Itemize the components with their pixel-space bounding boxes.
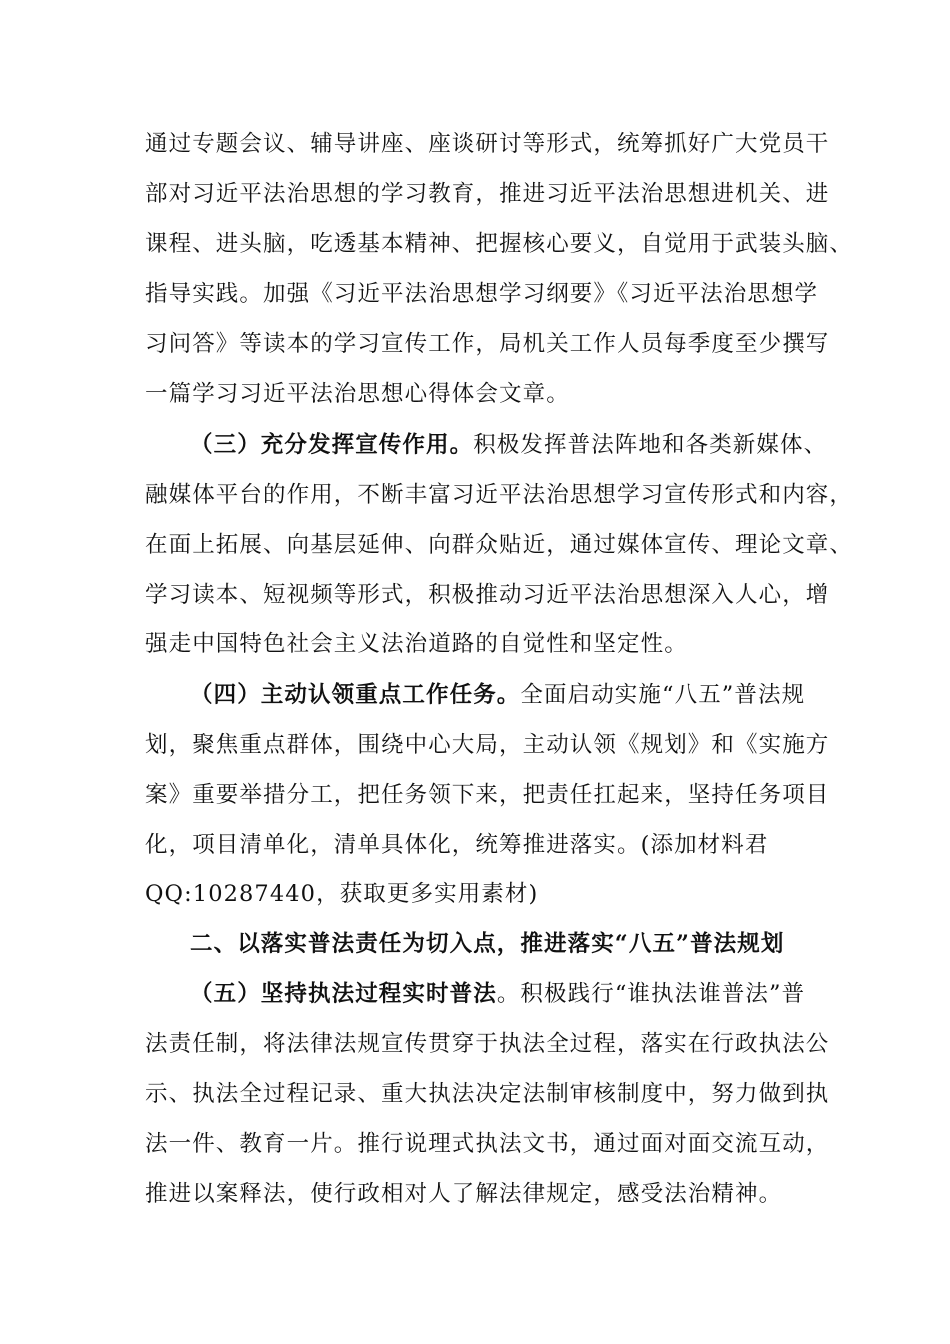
paragraph-5-text: 。积极践行“谁执法谁普法”普 [496,981,806,1007]
section-2-title: 二、以落实普法责任为切入点，推进落实“八五”普法规划 [190,931,785,957]
text-line: QQ:10287440，获取更多实用素材) [145,881,539,907]
text-line: 学习读本、短视频等形式，积极推动习近平法治思想深入人心，增 [145,582,830,608]
paragraph-5-first-line [190,974,880,1014]
text-line: 一篇学习习近平法治思想心得体会文章。 [145,381,570,407]
text-line: 在面上拓展、向基层延伸、向群众贴近，通过媒体宣传、理论文章、 [145,532,854,558]
text-line: 划，聚焦重点群体，围绕中心大局，主动认领《规划》和《实施方 [145,732,830,758]
paragraph-5-heading: （五）坚持执法过程实时普法 [190,981,497,1007]
text-line: 示、执法全过程记录、重大执法决定法制审核制度中，努力做到执 [145,1081,830,1107]
text-line: 指导实践。加强《习近平法治思想学习纲要》《习近平法治思想学 [145,281,819,307]
text-line: 化，项目清单化，清单具体化，统筹推进落实。(添加材料君 [145,832,769,858]
text-line: 习问答》等读本的学习宣传工作，局机关工作人员每季度至少撰写 [145,331,830,357]
text-line: 课程、进头脑，吃透基本精神、把握核心要义，自觉用于武装头脑、 [145,231,854,257]
text-line: 强走中国特色社会主义法治道路的自觉性和坚定性。 [145,631,688,657]
paragraph-4-text: 全面启动实施“八五”普法规 [520,682,806,708]
text-line: 融媒体平台的作用，不断丰富习近平法治思想学习宣传形式和内容， [145,482,854,508]
text-line: 法一件、教育一片。推行说理式执法文书，通过面对面交流互动， [145,1131,830,1157]
text-line: 案》重要举措分工，把任务领下来，把责任扛起来，坚持任务项目 [145,782,830,808]
paragraph-3-text: 积极发挥普法阵地和各类新媒体、 [473,432,828,458]
paragraph-3-heading: （三）充分发挥宣传作用。 [190,432,474,458]
text-line: 部对习近平法治思想的学习教育，推进习近平法治思想进机关、进 [145,181,830,207]
paragraph-3-first-line [190,425,880,465]
text-line: 法责任制，将法律法规宣传贯穿于执法全过程，落实在行政执法公 [145,1031,830,1057]
text-line: 推进以案释法，使行政相对人了解法律规定，感受法治精神。 [145,1181,783,1207]
paragraph-4-heading: （四）主动认领重点工作任务。 [190,682,521,708]
paragraph-4-first-line [190,675,880,715]
text-line: 通过专题会议、辅导讲座、座谈研讨等形式，统筹抓好广大党员干 [145,131,830,157]
